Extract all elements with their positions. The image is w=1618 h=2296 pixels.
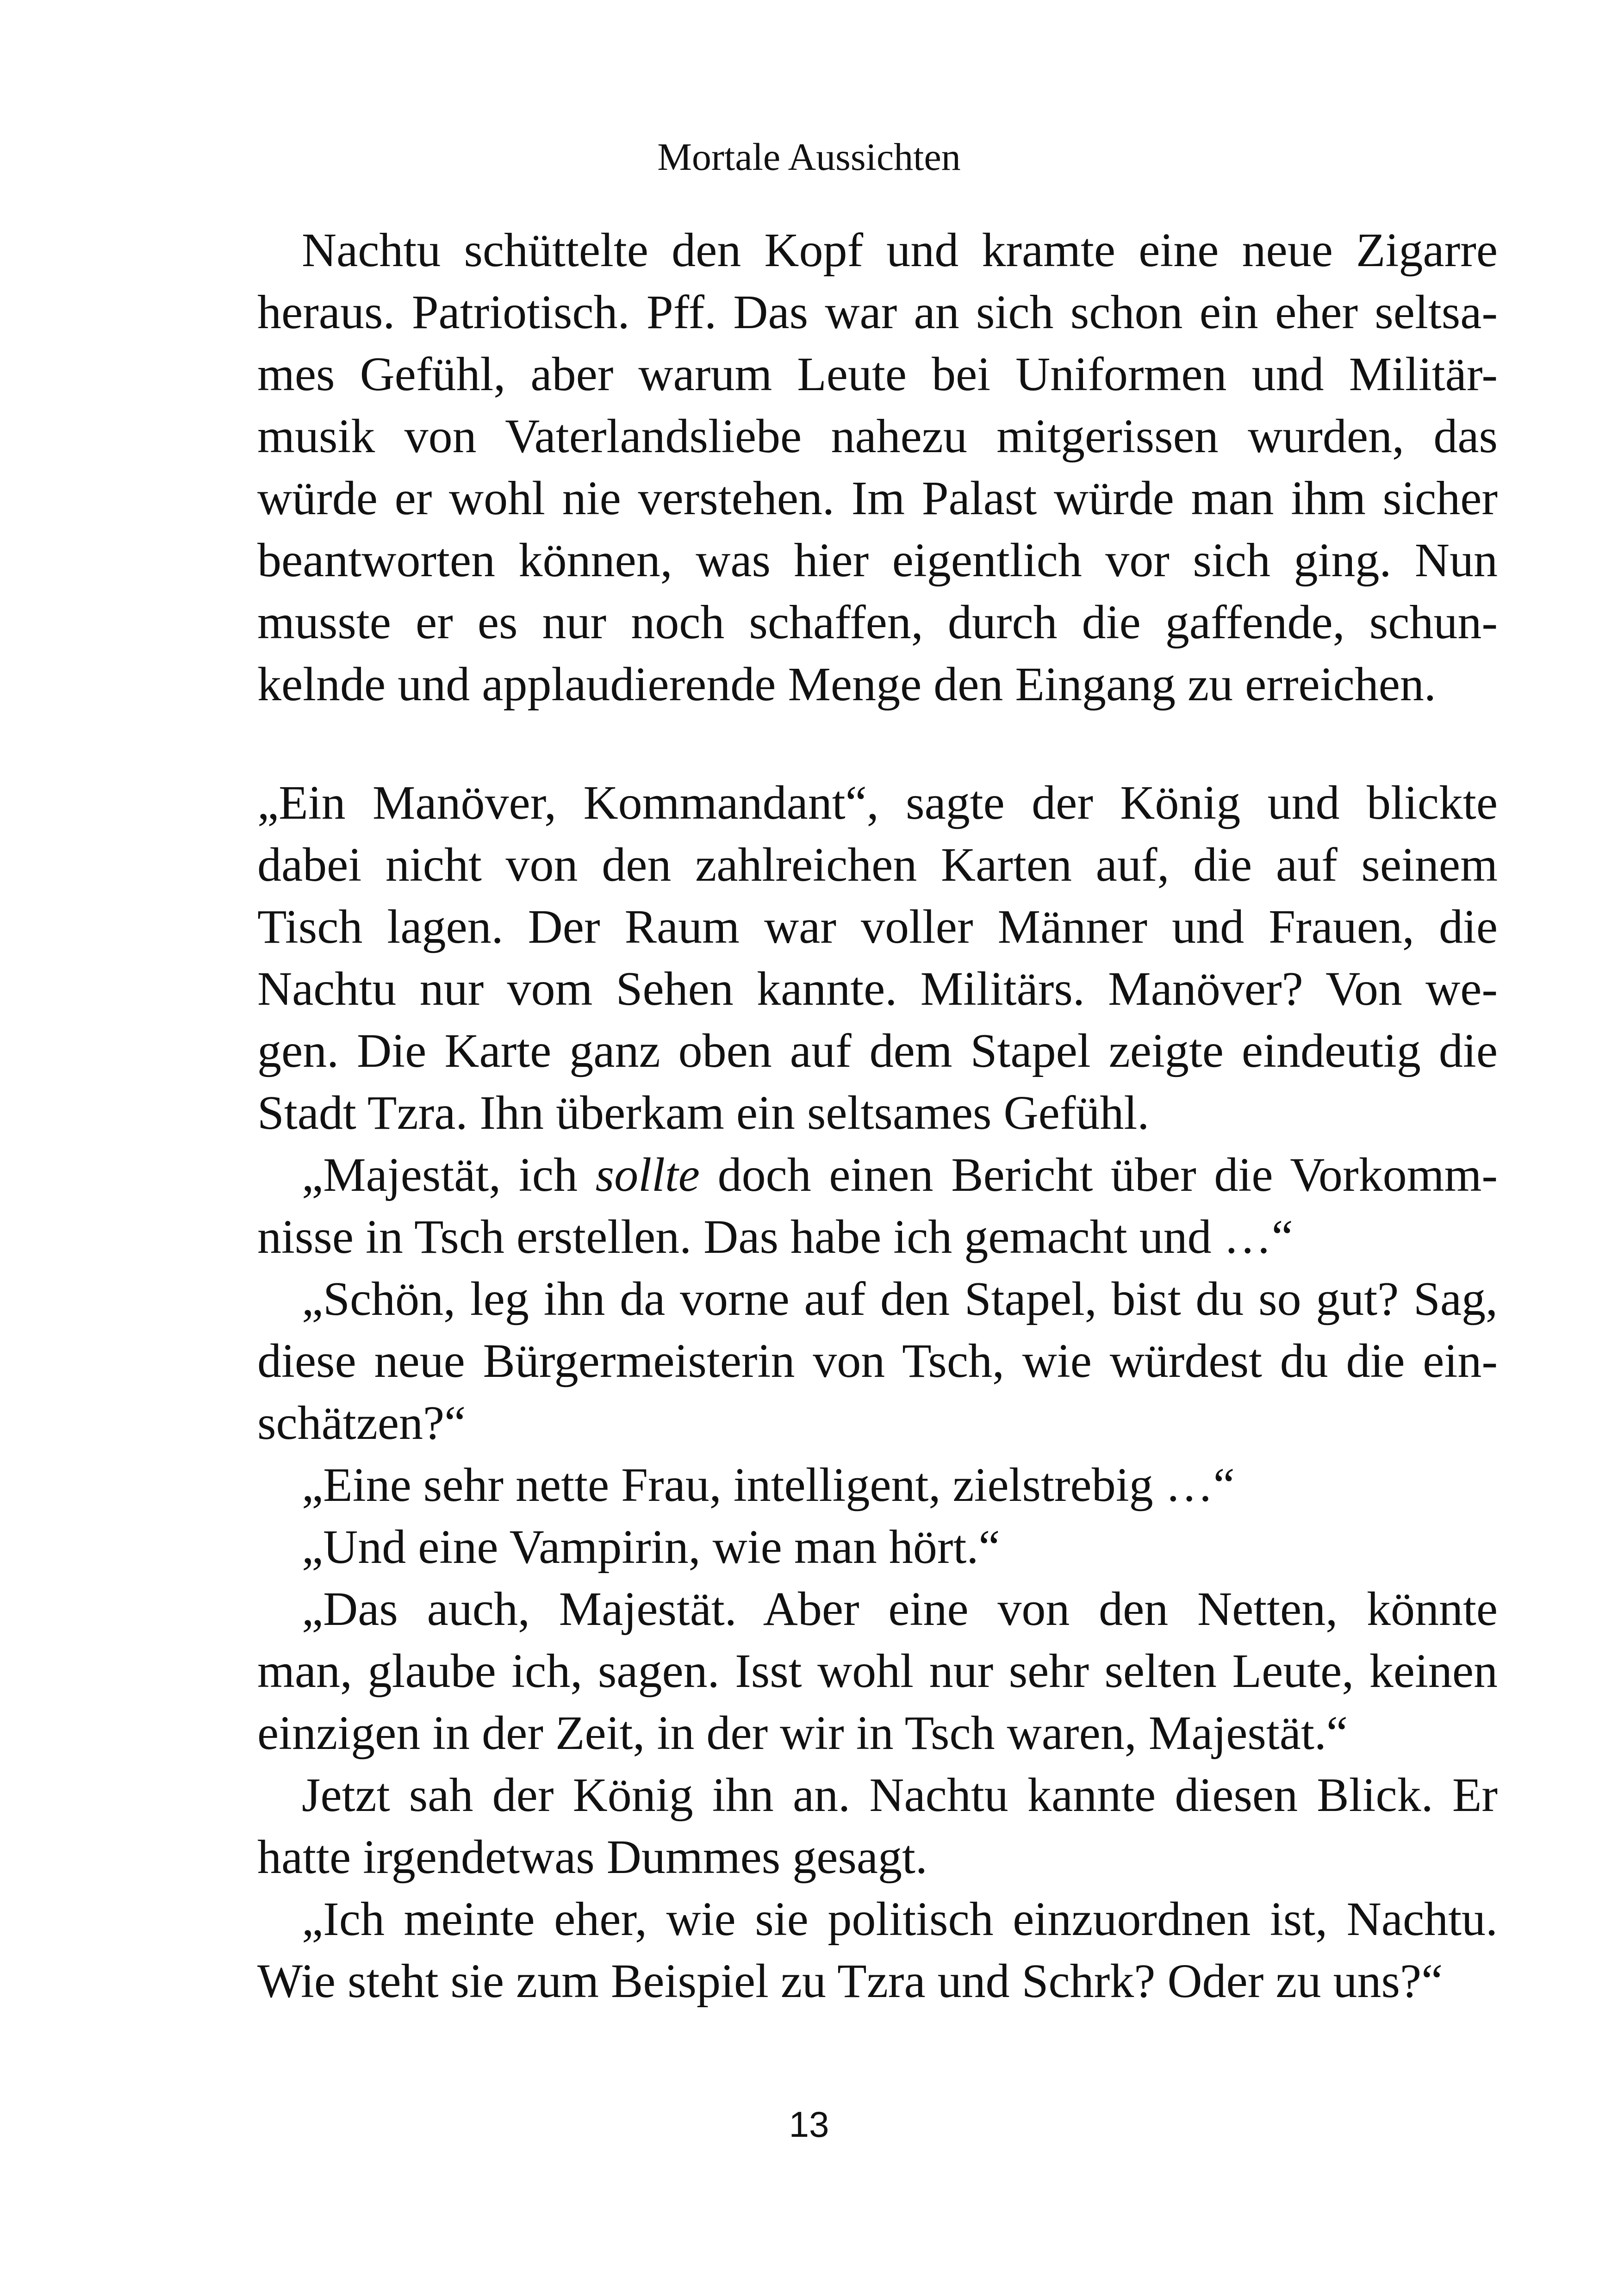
page-number: 13	[789, 2104, 829, 2145]
paragraph-1	[257, 219, 1498, 716]
text-line: „Das auch, Majestät. Aber eine von den Netten, könnte	[302, 1582, 1498, 1636]
text-line-with-emphasis	[257, 1144, 1498, 1206]
text-line: Jetzt sah der König ihn an. Nachtu kannte diesen Blick. Er	[302, 1768, 1498, 1822]
text-line: hatte irgendetwas Dummes gesagt.	[257, 1830, 927, 1884]
text-line: Stadt Tzra. Ihn überkam ein seltsames Gefühl.	[257, 1086, 1150, 1139]
text-line: Nachtu nur vom Sehen kannte. Militärs. Manöver? Von we-	[257, 962, 1498, 1015]
text-line: „Ich meinte eher, wie sie politisch einzuordnen ist, Nachtu.	[302, 1892, 1498, 1946]
text-line: musik von Vaterlandsliebe nahezu mitgerissen wurden, das	[257, 410, 1498, 463]
text-line: nisse in Tsch erstellen. Das habe ich gemacht und …“	[257, 1210, 1293, 1263]
text-line: beantworten können, was hier eigentlich vor sich ging. Nun	[257, 534, 1498, 587]
text-line: Wie steht sie zum Beispiel zu Tzra und Schrk? Oder zu uns?“	[257, 1954, 1443, 2008]
text-line: kelnde und applaudierende Menge den Eingang zu erreichen.	[257, 658, 1436, 711]
dialogue-section	[257, 772, 1498, 2012]
text-line: einzigen in der Zeit, in der wir in Tsch waren, Majestät.“	[257, 1706, 1348, 1760]
text-line: Nachtu schüttelte den Kopf und kramte eine neue Zigarre	[302, 224, 1498, 277]
text-line: gen. Die Karte ganz oben auf dem Stapel zeigte eindeutig die	[257, 1024, 1498, 1077]
text-line: „Und eine Vampirin, wie man hört.“	[302, 1520, 1000, 1574]
text-line: Tisch lagen. Der Raum war voller Männer und Frauen, die	[257, 900, 1498, 953]
text-line: musste er es nur noch schaffen, durch die gaffende, schun-	[257, 596, 1498, 649]
text-line: heraus. Patriotisch. Pff. Das war an sich schon ein eher seltsa-	[257, 286, 1498, 339]
text-line: mes Gefühl, aber warum Leute bei Uniformen und Militär-	[257, 348, 1498, 401]
text-segment: doch einen Bericht über die Vorkomm-	[699, 1148, 1498, 1201]
emphasized-word: sollte	[595, 1148, 700, 1201]
text-line: würde er wohl nie verstehen. Im Palast würde man ihm sicher	[257, 472, 1498, 525]
running-header: Mortale Aussichten	[657, 136, 961, 179]
text-line: „Eine sehr nette Frau, intelligent, zielstrebig …“	[302, 1458, 1235, 1512]
text-line: schätzen?“	[257, 1396, 466, 1450]
text-segment: „Majestät, ich	[302, 1148, 596, 1201]
text-line: man, glaube ich, sagen. Isst wohl nur sehr selten Leute, keinen	[257, 1644, 1498, 1698]
text-line: „Ein Manöver, Kommandant“, sagte der König und blickte	[257, 776, 1498, 829]
text-line: „Schön, leg ihn da vorne auf den Stapel, bist du so gut? Sag,	[302, 1272, 1498, 1325]
text-line: diese neue Bürgermeisterin von Tsch, wie würdest du die ein-	[257, 1334, 1498, 1388]
text-line: dabei nicht von den zahlreichen Karten auf, die auf seinem	[257, 838, 1498, 891]
